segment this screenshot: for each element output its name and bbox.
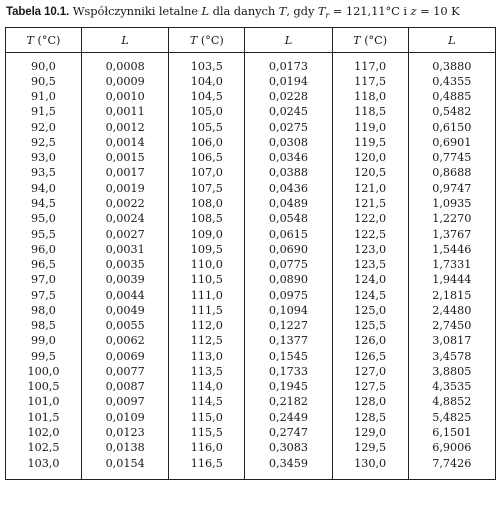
lethality-cell: 0,5482 (408, 105, 495, 120)
temperature-cell: 111,0 (169, 288, 245, 303)
lethality-cell: 0,1227 (245, 319, 332, 334)
caption-text: Współczynniki letalne (69, 4, 202, 18)
lethality-cell: 0,0775 (245, 257, 332, 272)
temperature-cell: 95,0 (31, 212, 56, 226)
temperature-cell: 101,5 (27, 410, 60, 424)
temperature-cell: 99,0 (31, 334, 56, 348)
table-row (6, 349, 496, 364)
column-header (245, 28, 332, 53)
lethality-cell: 0,1733 (245, 364, 332, 379)
lethality-cell: 1,2270 (408, 212, 495, 227)
table-row (6, 120, 496, 135)
temperature-cell: 126,0 (332, 334, 408, 349)
column-header-unit: (°C) (360, 33, 388, 47)
lethality-cell: 0,0039 (81, 273, 168, 288)
temperature-cell: 122,5 (332, 227, 408, 242)
lethality-cell: 0,0012 (81, 120, 168, 135)
temperature-cell: 116,5 (169, 456, 245, 480)
lethality-cell: 0,2449 (245, 410, 332, 425)
table-row (6, 196, 496, 211)
temperature-cell: 93,0 (31, 151, 56, 165)
lethality-cell: 6,9006 (408, 441, 495, 456)
column-header (81, 28, 168, 53)
temperature-cell: 91,5 (31, 105, 56, 119)
temperature-cell: 100,0 (27, 364, 60, 378)
caption-text: , gdy (286, 4, 318, 18)
table-row (6, 242, 496, 257)
temperature-cell: 103,0 (27, 456, 60, 470)
temperature-cell: 90,5 (31, 74, 56, 88)
table-row (6, 273, 496, 288)
table-row (6, 303, 496, 318)
column-header-variable: L (448, 33, 456, 47)
temperature-cell: 90,0 (31, 59, 56, 73)
lethality-cell: 0,7745 (408, 151, 495, 166)
temperature-cell: 121,5 (332, 196, 408, 211)
temperature-cell: 115,0 (169, 410, 245, 425)
lethality-cell: 0,0690 (245, 242, 332, 257)
caption-var-z: z (410, 4, 417, 18)
table-row (6, 227, 496, 242)
temperature-cell: 92,0 (31, 120, 56, 134)
temperature-cell: 127,0 (332, 364, 408, 379)
lethality-cell: 0,1945 (245, 380, 332, 395)
temperature-cell: 130,0 (332, 456, 408, 480)
lethality-cell: 0,0011 (81, 105, 168, 120)
temperature-cell: 120,5 (332, 166, 408, 181)
lethality-cell: 0,0035 (81, 257, 168, 272)
temperature-cell: 104,5 (169, 90, 245, 105)
temperature-cell: 123,0 (332, 242, 408, 257)
caption-text: = 121,11°C i (329, 4, 411, 18)
lethality-cell: 0,0890 (245, 273, 332, 288)
temperature-cell: 106,5 (169, 151, 245, 166)
lethality-cell: 0,0975 (245, 288, 332, 303)
column-header-variable: T (189, 33, 198, 47)
lethality-cell: 1,7331 (408, 257, 495, 272)
temperature-cell: 96,5 (31, 258, 56, 272)
lethality-cell: 0,0138 (81, 441, 168, 456)
lethality-cell: 0,1094 (245, 303, 332, 318)
table-row (6, 74, 496, 89)
temperature-cell: 108,5 (169, 212, 245, 227)
temperature-cell: 126,5 (332, 349, 408, 364)
lethality-cell: 0,0044 (81, 288, 168, 303)
lethality-cell: 0,3880 (408, 53, 495, 75)
lethality-cell: 3,0817 (408, 334, 495, 349)
caption-subscript-r: r (325, 11, 330, 20)
temperature-cell: 99,5 (31, 349, 56, 363)
temperature-cell: 98,0 (31, 303, 56, 317)
header-row (6, 28, 496, 53)
temperature-cell: 91,0 (31, 90, 56, 104)
lethality-cell: 0,4885 (408, 90, 495, 105)
lethality-cell: 0,0087 (81, 380, 168, 395)
lethality-cell: 0,0245 (245, 105, 332, 120)
temperature-cell: 117,5 (332, 74, 408, 89)
column-header-variable: T (353, 33, 361, 47)
temperature-cell: 109,5 (169, 242, 245, 257)
temperature-cell: 109,0 (169, 227, 245, 242)
temperature-cell: 105,5 (169, 120, 245, 135)
lethality-cell: 0,0062 (81, 334, 168, 349)
lethality-cell: 0,0010 (81, 90, 168, 105)
temperature-cell: 125,5 (332, 319, 408, 334)
table-row (6, 288, 496, 303)
lethality-cell: 0,0049 (81, 303, 168, 318)
lethality-cell: 0,0548 (245, 212, 332, 227)
column-header (332, 28, 408, 53)
table-row (6, 166, 496, 181)
column-header-variable: T (26, 33, 34, 47)
temperature-cell: 97,0 (31, 273, 56, 287)
lethality-cell: 0,9747 (408, 181, 495, 196)
lethality-cell: 5,4825 (408, 410, 495, 425)
temperature-cell: 113,5 (169, 364, 245, 379)
caption-text: = 10 K (416, 4, 460, 18)
lethality-cell: 0,2182 (245, 395, 332, 410)
table-row (6, 441, 496, 456)
temperature-cell: 102,5 (27, 441, 60, 455)
temperature-cell: 128,5 (332, 410, 408, 425)
lethality-cell: 0,6901 (408, 135, 495, 150)
temperature-cell: 121,0 (332, 181, 408, 196)
table-row (6, 410, 496, 425)
temperature-cell: 117,0 (332, 53, 408, 75)
lethality-cell: 0,0109 (81, 410, 168, 425)
temperature-cell: 96,0 (31, 242, 56, 256)
temperature-cell: 102,0 (27, 426, 60, 439)
lethality-cell: 1,5446 (408, 242, 495, 257)
column-header (169, 28, 245, 53)
caption-var-tr: T (317, 4, 326, 18)
table-row (6, 364, 496, 379)
temperature-cell: 105,0 (169, 105, 245, 120)
temperature-cell: 128,0 (332, 395, 408, 410)
lethality-cell: 1,9444 (408, 273, 495, 288)
temperature-cell: 120,0 (332, 151, 408, 166)
temperature-cell: 127,5 (332, 380, 408, 395)
lethality-cell: 0,0173 (245, 53, 332, 75)
lethality-cell: 0,0027 (81, 227, 168, 242)
table-row (6, 135, 496, 150)
lethality-cell: 6,1501 (408, 425, 495, 440)
lethality-cell: 0,0615 (245, 227, 332, 242)
temperature-cell: 104,0 (169, 74, 245, 89)
lethality-cell: 0,3459 (245, 456, 332, 480)
lethality-cell: 0,0024 (81, 212, 168, 227)
column-header-unit: (°C) (197, 33, 224, 47)
lethality-cell: 0,2747 (245, 425, 332, 440)
lethality-cell: 0,0022 (81, 196, 168, 211)
lethality-table (5, 27, 496, 480)
lethality-cell: 0,0275 (245, 120, 332, 135)
temperature-cell: 119,5 (332, 135, 408, 150)
caption-label: Tabela 10.1. (6, 6, 70, 18)
lethality-cell: 0,0228 (245, 90, 332, 105)
temperature-cell: 110,0 (169, 257, 245, 272)
temperature-cell: 125,0 (332, 303, 408, 318)
column-header (408, 28, 495, 53)
lethality-cell: 0,0031 (81, 242, 168, 257)
lethality-cell: 0,0017 (81, 166, 168, 181)
lethality-cell: 4,8852 (408, 395, 495, 410)
lethality-cell: 0,0019 (81, 181, 168, 196)
temperature-cell: 114,5 (169, 395, 245, 410)
table-row (6, 151, 496, 166)
table-caption (6, 4, 460, 18)
temperature-cell: 93,5 (31, 166, 56, 180)
lethality-cell: 7,7426 (408, 456, 495, 480)
table-row (6, 181, 496, 196)
caption-text: dla danych (209, 4, 279, 18)
temperature-cell: 118,5 (332, 105, 408, 120)
lethality-cell: 0,0346 (245, 151, 332, 166)
lethality-cell: 3,4578 (408, 349, 495, 364)
temperature-cell: 112,5 (169, 334, 245, 349)
lethality-cell: 0,0308 (245, 135, 332, 150)
temperature-cell: 100,5 (27, 380, 60, 394)
temperature-cell: 119,0 (332, 120, 408, 135)
temperature-cell: 116,0 (169, 441, 245, 456)
table-row (6, 319, 496, 334)
lethality-cell: 0,1545 (245, 349, 332, 364)
temperature-cell: 110,5 (169, 273, 245, 288)
lethality-cell: 0,0436 (245, 181, 332, 196)
lethality-cell: 4,3535 (408, 380, 495, 395)
lethality-cell: 0,0154 (81, 456, 168, 480)
table-row (6, 456, 496, 480)
temperature-cell: 124,5 (332, 288, 408, 303)
lethality-cell: 0,0014 (81, 135, 168, 150)
lethality-cell: 0,0388 (245, 166, 332, 181)
temperature-cell: 122,0 (332, 212, 408, 227)
column-header-variable: L (121, 33, 129, 47)
lethality-cell: 0,3083 (245, 441, 332, 456)
lethality-cell: 0,1377 (245, 334, 332, 349)
temperature-cell: 118,0 (332, 90, 408, 105)
lethality-cell: 0,0008 (81, 53, 168, 75)
temperature-cell: 112,0 (169, 319, 245, 334)
temperature-cell: 129,5 (332, 441, 408, 456)
temperature-cell: 115,5 (169, 425, 245, 440)
table-row (6, 257, 496, 272)
temperature-cell: 114,0 (169, 380, 245, 395)
table-row (6, 425, 496, 440)
column-header-variable: L (284, 33, 293, 47)
lethality-cell: 0,4355 (408, 74, 495, 89)
column-header-unit: (°C) (33, 33, 61, 47)
lethality-cell: 2,4480 (408, 303, 495, 318)
lethality-cell: 0,6150 (408, 120, 495, 135)
lethality-cell: 0,0123 (81, 425, 168, 440)
caption-var-l: L (201, 4, 210, 18)
lethality-cell: 3,8805 (408, 364, 495, 379)
lethality-cell: 1,3767 (408, 227, 495, 242)
temperature-cell: 95,5 (31, 227, 56, 241)
temperature-cell: 94,0 (31, 181, 56, 195)
lethality-cell: 2,7450 (408, 319, 495, 334)
temperature-cell: 108,0 (169, 196, 245, 211)
caption-var-t: T (278, 4, 287, 18)
table-header (6, 28, 496, 53)
table-row (6, 380, 496, 395)
table-row (6, 105, 496, 120)
lethality-cell: 1,0935 (408, 196, 495, 211)
lethality-cell: 2,1815 (408, 288, 495, 303)
table-row (6, 90, 496, 105)
table-row (6, 334, 496, 349)
table-row (6, 53, 496, 75)
table-row (6, 395, 496, 410)
temperature-cell: 92,5 (31, 135, 56, 149)
lethality-cell: 0,0009 (81, 74, 168, 89)
temperature-cell: 129,0 (332, 425, 408, 440)
temperature-cell: 94,5 (31, 197, 56, 211)
temperature-cell: 113,0 (169, 349, 245, 364)
temperature-cell: 107,0 (169, 166, 245, 181)
lethality-cell: 0,0194 (245, 74, 332, 89)
temperature-cell: 124,0 (332, 273, 408, 288)
table-row (6, 212, 496, 227)
lethality-cell: 0,0015 (81, 151, 168, 166)
lethality-cell: 0,0055 (81, 319, 168, 334)
lethality-cell: 0,0069 (81, 349, 168, 364)
temperature-cell: 103,5 (169, 53, 245, 75)
temperature-cell: 111,5 (169, 303, 245, 318)
temperature-cell: 107,5 (169, 181, 245, 196)
lethality-cell: 0,0077 (81, 364, 168, 379)
temperature-cell: 123,5 (332, 257, 408, 272)
table-body (6, 53, 496, 480)
column-header (6, 28, 82, 53)
temperature-cell: 106,0 (169, 135, 245, 150)
lethality-cell: 0,8688 (408, 166, 495, 181)
temperature-cell: 97,5 (31, 288, 56, 302)
temperature-cell: 98,5 (31, 319, 56, 333)
lethality-cell: 0,0489 (245, 196, 332, 211)
lethality-cell: 0,0097 (81, 395, 168, 410)
temperature-cell: 101,0 (27, 395, 60, 409)
